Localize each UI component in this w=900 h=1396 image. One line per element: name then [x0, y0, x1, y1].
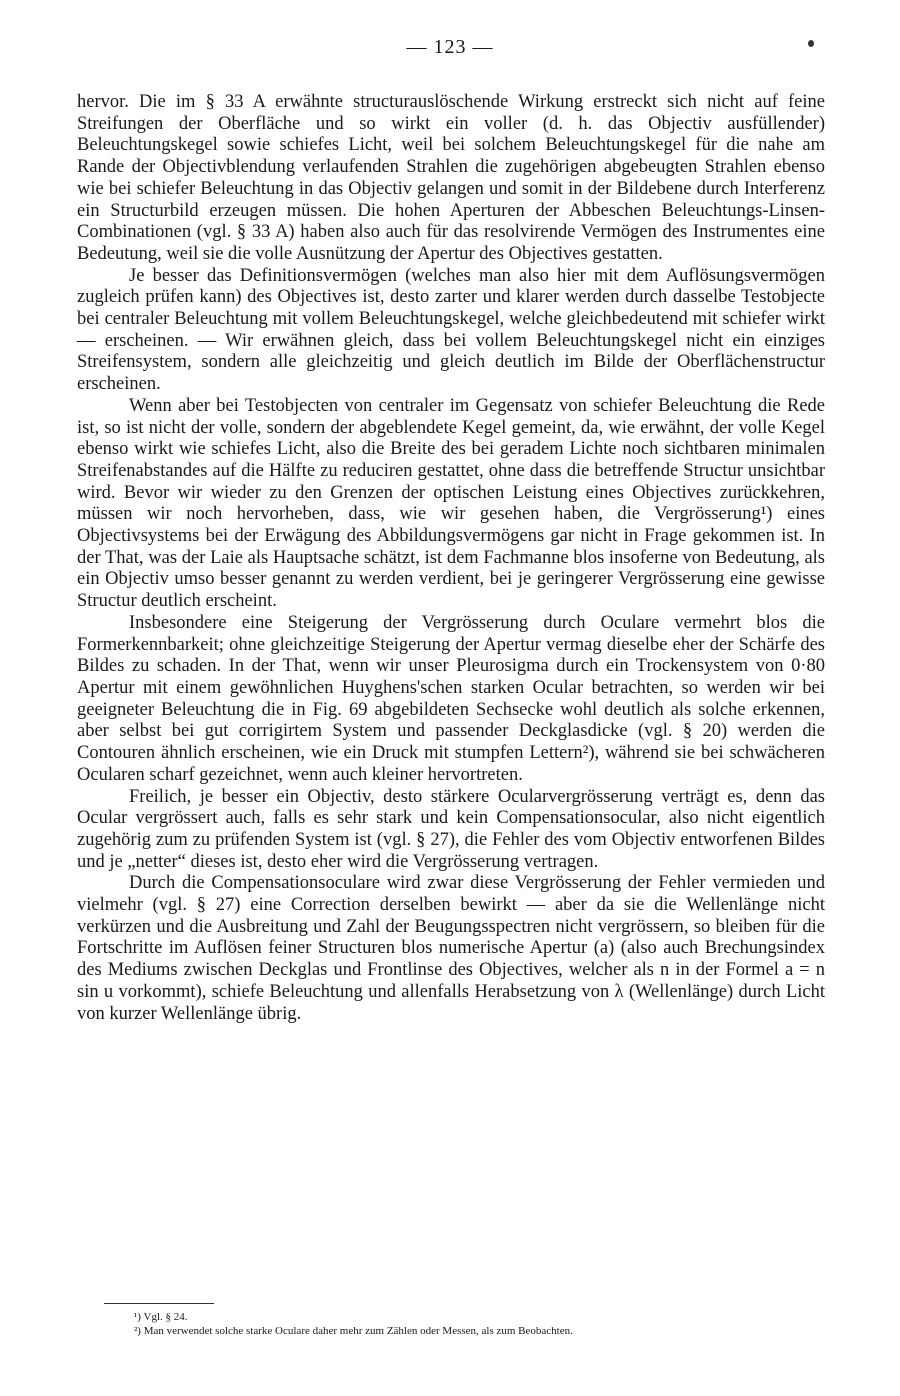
footnote: ²) Man verwendet solche starke Oculare daher mehr zum Zählen oder Messen, als zum Beobachten.	[134, 1325, 573, 1337]
paragraph: Durch die Compensationsoculare wird zwar diese Vergrösserung der Fehler vermieden und vielmehr (vgl. § 27) eine Correction derselben bewirkt — aber da sie die Wellenlänge nicht verkürzen und die Ausbreitung und Zahl der Beugungsspectren nicht vergrössern, so bleiben für die Fortschritte im Auflösen feiner Structuren blos numerische Apertur (a) (also auch Brechungsindex des Mediums zwischen Deckglas und Frontlinse des Objectives, welcher als n in der Formel a = n sin u vorkommt), schiefe Beleuchtung und allenfalls Herabsetzung von λ (Wellenlänge) durch Licht von kurzer Wellenlänge übrig.	[77, 873, 825, 1024]
footnote: ¹) Vgl. § 24.	[134, 1311, 188, 1323]
paragraph: Freilich, je besser ein Objectiv, desto stärkere Ocularvergrösserung verträgt es, denn das Ocular vergrössert auch, falls es sehr stark und kein Compensationsocular, also nicht eigentlich zugehörig zum zu prüfenden System ist (vgl. § 27), die Fehler des vom Objectiv entworfenen Bildes und je „netter“ dieses ist, desto eher wird die Vergrösserung vertragen.	[77, 786, 825, 872]
paragraph: Insbesondere eine Steigerung der Vergrösserung durch Oculare vermehrt blos die Formerkennbarkeit; ohne gleichzeitige Steigerung der Apertur vermag dieselbe eher der Schärfe des Bildes zu schaden. In der That, wenn wir unser Pleurosigma durch ein Trockensystem von 0·80 Apertur mit einem gewöhnlichen Huyghens'schen starken Ocular betrachten, so werden wir bei geeigneter Beleuchtung die in Fig. 69 abgebildeten Sechsecke wohl deutlich als solche erkennen, aber selbst bei gut corrigirtem System und passender Deckglasdicke (vgl. § 20) werden die Contouren ähnlich erscheinen, wie ein Druck mit stumpfen Lettern²), während sie bei schwächeren Ocularen scharf gezeichnet, wenn auch kleiner hervortreten.	[77, 612, 825, 785]
footnotes	[134, 1310, 824, 1338]
paragraph: Wenn aber bei Testobjecten von centraler im Gegensatz von schiefer Beleuchtung die Rede ist, so ist nicht der volle, sondern der abgeblendete Kegel gemeint, da, wie erwähnt, der volle Kegel ebenso wirkt wie schiefes Licht, also die Breite des bei geradem Lichte noch sichtbaren minimalen Streifenabstandes auf die Hälfte zu reduciren gestattet, ohne dass die betreffende Structur unsichtbar wird. Bevor wir wieder zu den Grenzen der optischen Leistung eines Objectives zurückkehren, müssen wir noch hervorheben, dass, wie wir gesehen haben, die Vergrösserung¹) eines Objectivsystems bei der Erwägung des Abbildungsvermögens gar nicht in Frage gekommen ist. In der That, was der Laie als Hauptsache schätzt, ist dem Fachmanne blos insoferne von Bedeutung, als ein Objectiv umso besser genannt zu werden verdient, bei je geringerer Vergrösserung eine gewisse Structur deutlich erscheint.	[77, 395, 825, 612]
footnote-divider	[104, 1303, 214, 1304]
body-text	[77, 92, 825, 1025]
paragraph: Je besser das Definitionsvermögen (welches man also hier mit dem Auflösungsvermögen zugleich prüfen kann) des Objectives ist, desto zarter und klarer werden durch dasselbe Testobjecte bei centraler Beleuchtung mit vollem Beleuchtungskegel, welche gleichbedeutend mit schiefer wirkt — erscheinen. — Wir erwähnen gleich, dass bei vollem Beleuchtungskegel nicht ein einziges Streifensystem, sondern alle gleichzeitig und gleich deutlich im Bilde der Oberflächenstructur erscheinen.	[77, 265, 825, 395]
ink-speck	[808, 40, 814, 47]
paragraph: hervor. Die im § 33 A erwähnte structurauslöschende Wirkung erstreckt sich nicht auf feine Streifungen der Oberfläche und so wirkt ein voller (d. h. das Objectiv ausfüllender) Beleuchtungskegel sowie schiefes Licht, weil bei solchem Beleuchtungskegel für die nahe am Rande der Objectivblendung verlaufenden Strahlen die zugehörigen abgebeugten Strahlen ebenso wie bei schiefer Beleuchtung in das Objectiv gelangen und somit in der Bildebene durch Interferenz ein Structurbild erzeugen müssen. Die hohen Aperturen der Abbeschen Beleuchtungs-Linsen-Combinationen (vgl. § 33 A) haben also auch für das resolvirende Vermögen des Instrumentes eine Bedeutung, weil sie die volle Ausnützung der Apertur des Objectives gestatten.	[77, 92, 825, 264]
page-number: — 123 —	[406, 36, 494, 58]
